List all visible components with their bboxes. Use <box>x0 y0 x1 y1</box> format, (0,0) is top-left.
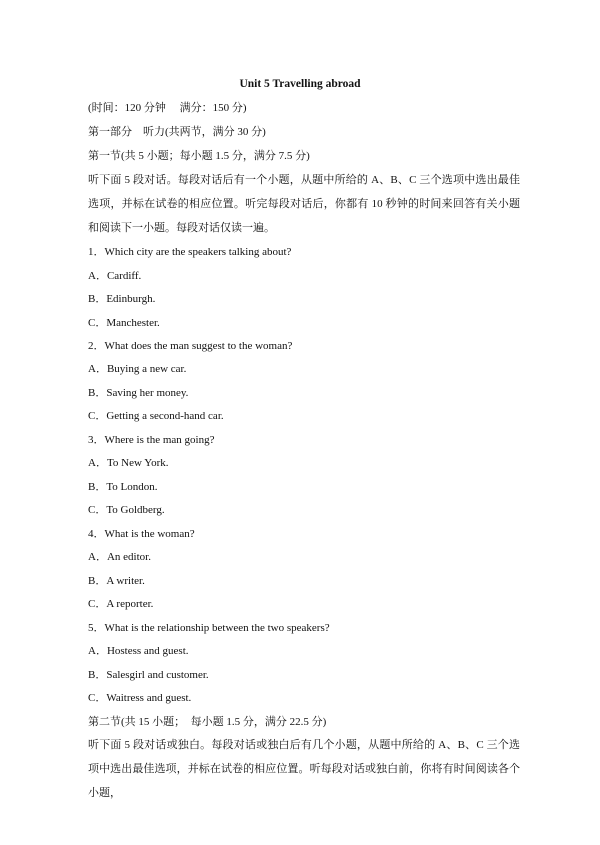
page-title: Unit 5 Travelling abroad <box>239 78 361 90</box>
question-4-stem: 4．What is the woman? <box>88 528 195 540</box>
question-2-stem: 2．What does the man suggest to the woman? <box>88 340 293 352</box>
question-3-stem: 3．Where is the man going? <box>88 434 215 446</box>
question-1-option-a: A．Cardiff. <box>88 270 142 282</box>
question-4-option-a: A．An editor. <box>88 551 151 563</box>
question-3-option-a: A．To New York. <box>88 457 169 469</box>
part1-heading: 第一部分 听力(共两节，满分 30 分) <box>88 126 266 138</box>
question-1-option-c: C．Manchester. <box>88 317 160 329</box>
question-3-option-c: C．To Goldberg. <box>88 504 165 516</box>
section1-heading: 第一节(共 5 小题；每小题 1.5 分，满分 7.5 分) <box>88 150 310 162</box>
question-2-option-b: B．Saving her money. <box>88 387 189 399</box>
question-1-stem: 1．Which city are the speakers talking about? <box>88 246 292 258</box>
question-1-option-b: B．Edinburgh. <box>88 293 156 305</box>
question-5-option-a: A．Hostess and guest. <box>88 645 189 657</box>
exam-meta: (时间：120 分钟 满分：150 分) <box>88 102 247 114</box>
section2-heading: 第二节(共 15 小题； 每小题 1.5 分，满分 22.5 分) <box>88 716 327 728</box>
section1-instructions: 听下面 5 段对话。每段对话后有一个小题，从题中所给的 A、B、C 三个选项中选出最佳选项，并标在试卷的相应位置。听完每段对话后，你都有 10 秒钟的时间来回答有关小题和阅读下一小题。每段对话仅读一遍。 <box>88 174 520 234</box>
question-2-option-a: A．Buying a new car. <box>88 363 187 375</box>
question-2-option-c: C．Getting a second-hand car. <box>88 410 224 422</box>
question-3-option-b: B．To London. <box>88 481 158 493</box>
question-4-option-b: B．A writer. <box>88 575 145 587</box>
question-5-option-c: C．Waitress and guest. <box>88 692 192 704</box>
question-5-option-b: B．Salesgirl and customer. <box>88 669 209 681</box>
section2-instructions: 听下面 5 段对话或独白。每段对话或独白后有几个小题，从题中所给的 A、B、C 三个选项中选出最佳选项，并标在试卷的相应位置。听每段对话或独白前，你将有时间阅读各个小题， <box>88 739 520 799</box>
question-5-stem: 5．What is the relationship between the two speakers? <box>88 622 330 634</box>
question-4-option-c: C．A reporter. <box>88 598 154 610</box>
